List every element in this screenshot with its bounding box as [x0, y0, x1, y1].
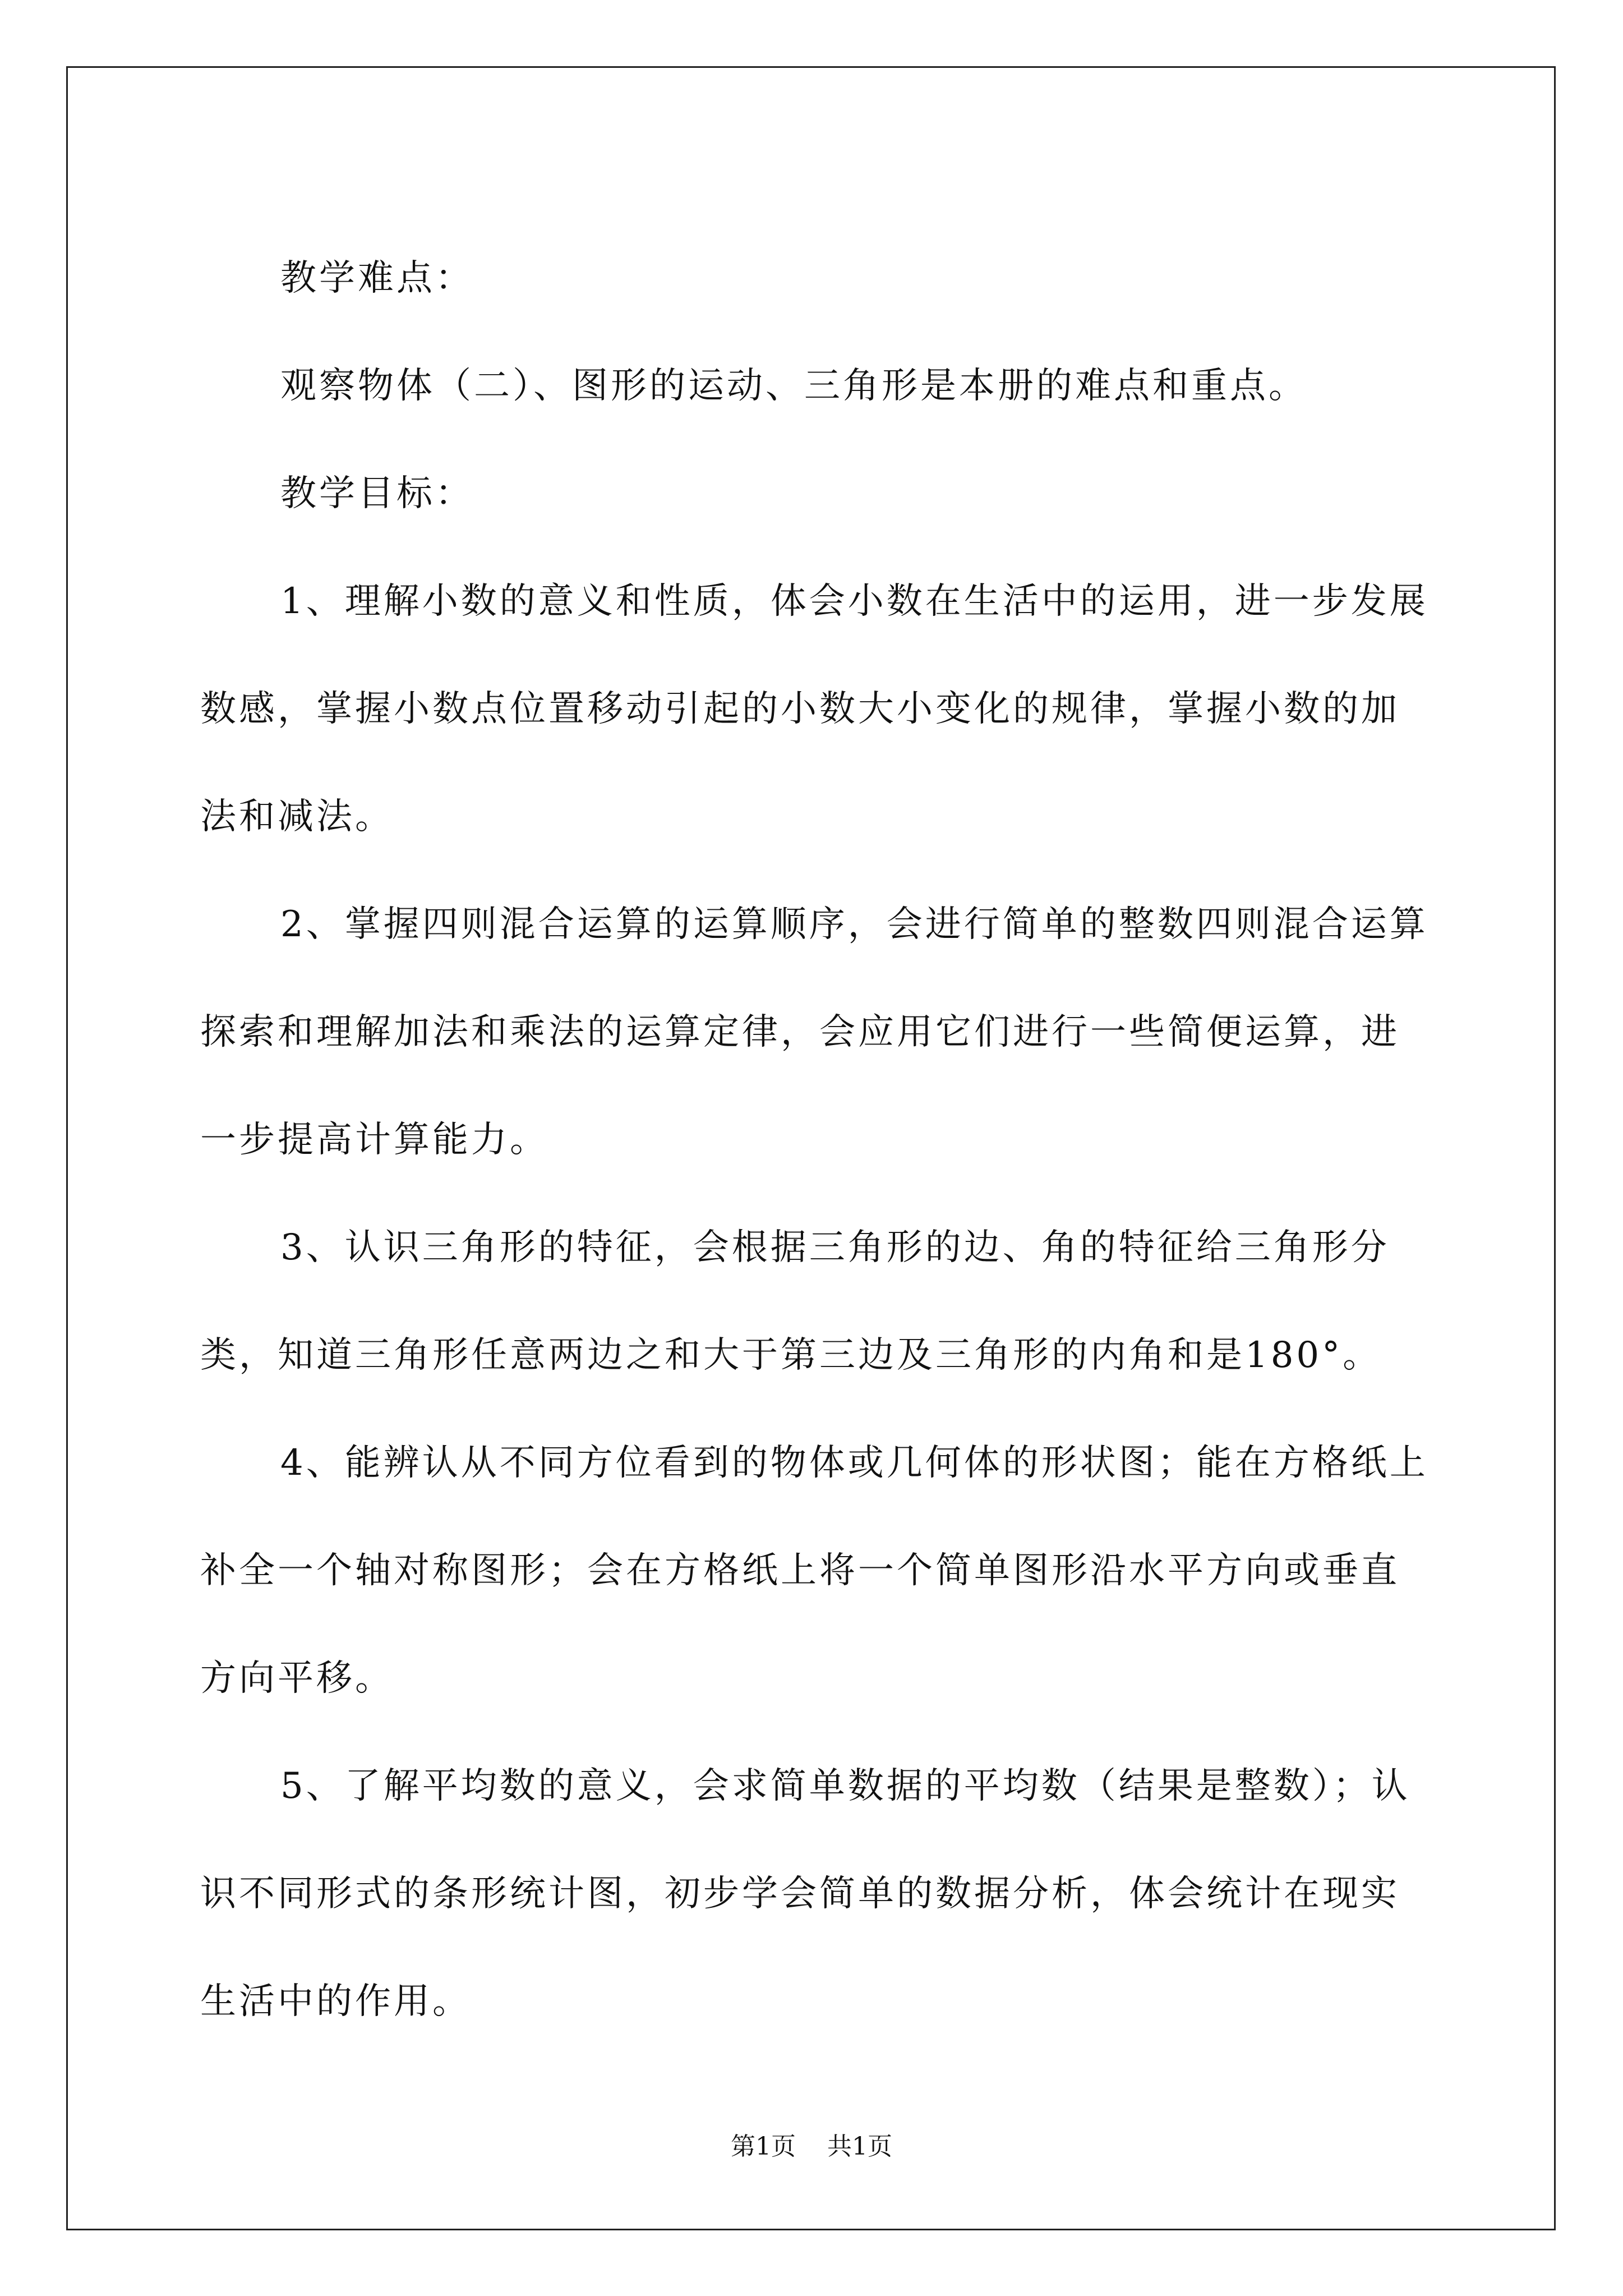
paragraph-objective-1: 1、理解小数的意义和性质，体会小数在生活中的运用，进一步发展数感，掌握小数点位置移动引起的小数大小变化的规律，掌握小数的加法和减法。	[200, 581, 1428, 838]
paragraph-objective-5: 5、了解平均数的意义，会求简单数据的平均数（结果是整数）；认识不同形式的条形统计图，初步学会简单的数据分析，体会统计在现实生活中的作用。	[200, 1765, 1410, 2022]
paragraph-objective-3: 3、认识三角形的特征，会根据三角形的边、角的特征给三角形分类，知道三角形任意两边之和大于第三边及三角形的内角和是180°。	[200, 1227, 1390, 1376]
paragraph-objective-2: 2、掌握四则混合运算的运算顺序，会进行简单的整数四则混合运算探索和理解加法和乘法的运算定律，会应用它们进行一些简便运算，进一步提高计算能力。	[200, 904, 1428, 1161]
page-total: 共1页	[827, 2132, 892, 2161]
document-body	[200, 224, 1434, 2055]
page-number: 第1页	[731, 2132, 796, 2161]
page-footer	[0, 2126, 1623, 2162]
paragraph-objective-4: 4、能辨认从不同方位看到的物体或几何体的形状图；能在方格纸上补全一个轴对称图形；会在方格纸上将一个简单图形沿水平方向或垂直方向平移。	[200, 1442, 1428, 1699]
paragraph-difficulties: 观察物体（二）、图形的运动、三角形是本册的难点和重点。	[280, 365, 1307, 407]
section-heading-difficulties: 教学难点：	[280, 257, 474, 299]
section-heading-objectives: 教学目标：	[280, 473, 474, 514]
